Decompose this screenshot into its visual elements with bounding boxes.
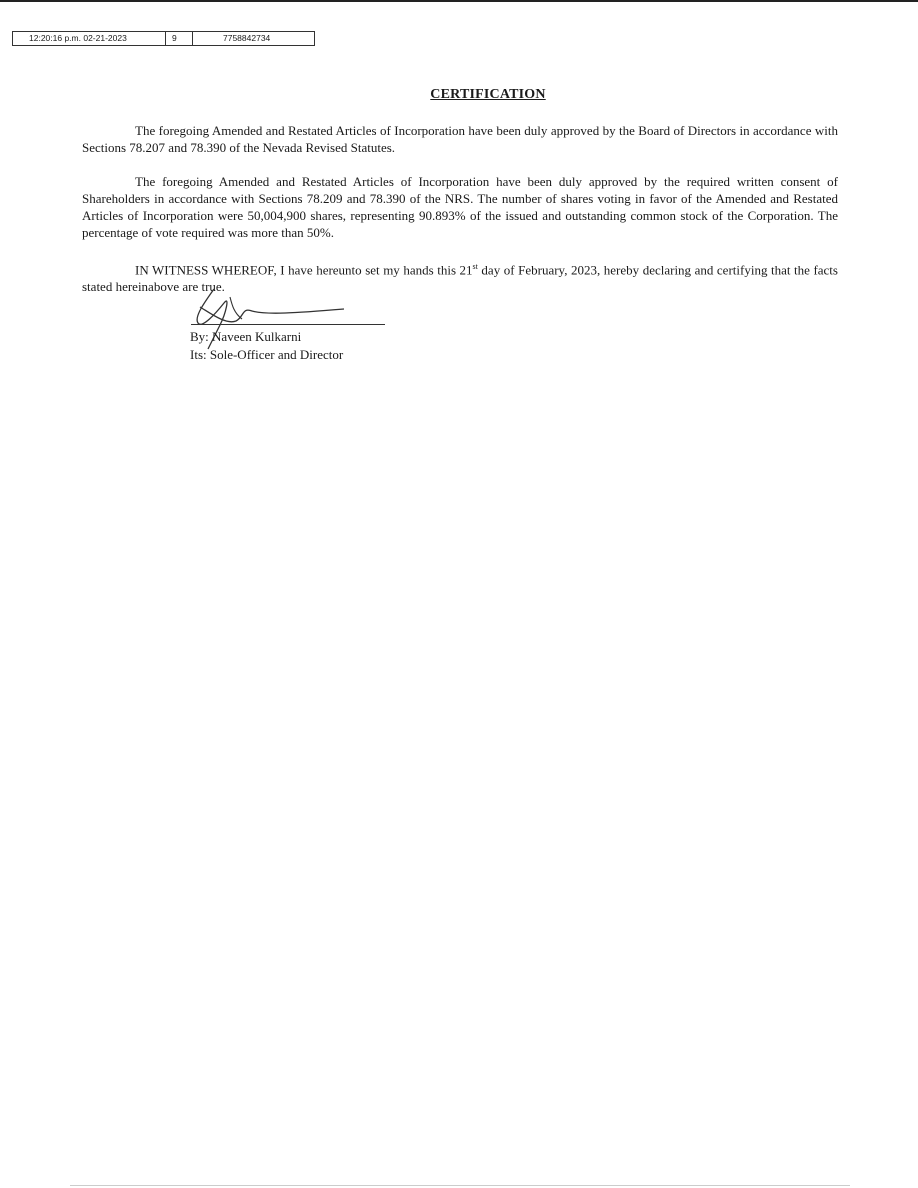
page-top-edge <box>0 0 918 2</box>
page-bottom-edge <box>70 1185 850 1186</box>
fax-header <box>12 31 315 46</box>
witness-date-suffix: st <box>472 262 478 271</box>
signature-line <box>191 324 385 325</box>
fax-number: 7758842734 <box>223 33 271 43</box>
document-title: CERTIFICATION <box>430 87 546 102</box>
witness-text-end: day of February, 2023, hereby declaring and certifying that the facts stated hereinabove are true. <box>82 262 838 295</box>
paragraph-board-approval: The foregoing Amended and Restated Articles of Incorporation have been duly approved by the Board of Directors in accordance with Sections 78.207 and 78.390 of the Nevada Revised Statutes. <box>82 123 838 155</box>
witness-text-start: IN WITNESS WHEREOF, I have hereunto set my hands this 21 <box>135 262 473 278</box>
fax-timestamp: 12:20:16 p.m. 02-21-2023 <box>13 32 166 45</box>
fax-page-number: 9 <box>166 32 193 45</box>
signer-title: Its: Sole-Officer and Director <box>190 347 344 362</box>
paragraph-shareholder-approval: The foregoing Amended and Restated Articles of Incorporation have been duly approved by the required written consent of Shareholders in accordance with Sections 78.209 and 78.390 of the NRS. The number of shares voting in favor of the Amended and Restated Articles of Incorporation were 50,004,900 shares, representing 90.893% of the issued and outstanding common stock of the Corporation. The percentage of vote required was more than 50%. <box>82 174 838 240</box>
signer-name: By: Naveen Kulkarni <box>190 329 302 344</box>
